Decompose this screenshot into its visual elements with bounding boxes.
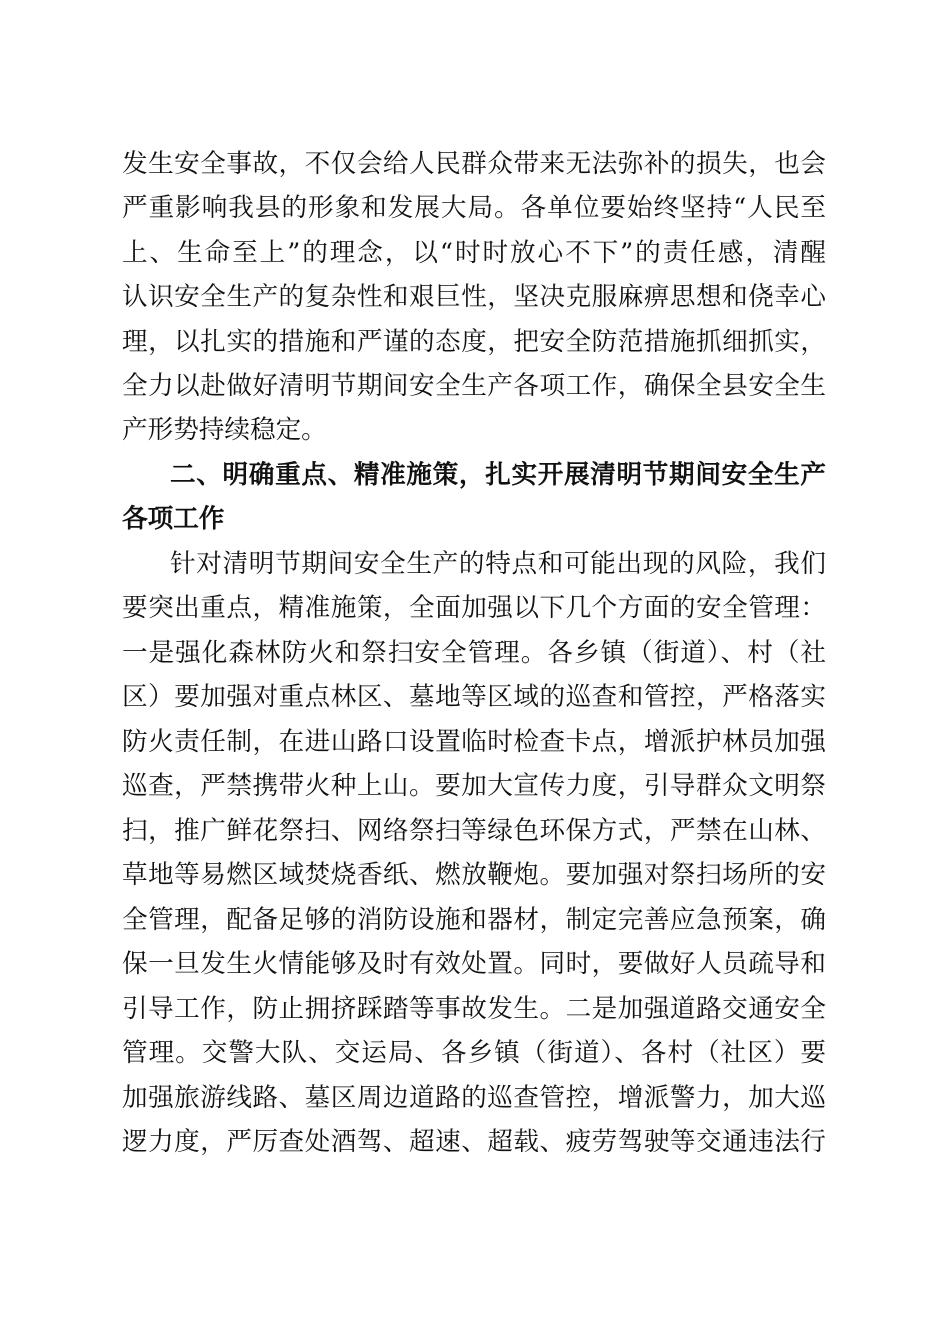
paragraph-line: 草地等易燃区域焚烧香纸、燃放鞭炮。要加强对祭扫场所的安: [122, 860, 826, 890]
paragraph-line: 针对清明节期间安全生产的特点和可能出现的风险，我们: [170, 549, 826, 579]
paragraph-line: 防火责任制，在进山路口设置临时检查卡点，增派护林员加强: [122, 727, 826, 757]
paragraph-line: 引导工作，防止拥挤踩踏等事故发生。二是加强道路交通安全: [122, 994, 826, 1024]
paragraph-line: 上、生命至上”的理念，以“时时放心不下”的责任感，清醒: [122, 238, 826, 268]
paragraph-line: 全力以赴做好清明节期间安全生产各项工作，确保全县安全生: [122, 371, 826, 401]
paragraph-line: 管理。交警大队、交运局、各乡镇（街道）、各村（社区）要: [122, 1038, 826, 1068]
paragraph-line: 巡查，严禁携带火种上山。要加大宣传力度，引导群众文明祭: [122, 771, 826, 801]
paragraph-line: 扫，推广鲜花祭扫、网络祭扫等绿色环保方式，严禁在山林、: [122, 816, 826, 846]
section-heading: 二、明确重点、精准施策，扎实开展清明节期间安全生产: [170, 460, 826, 490]
paragraph-line: 全管理，配备足够的消防设施和器材，制定完善应急预案，确: [122, 905, 826, 935]
paragraph-line: 区）要加强对重点林区、墓地等区域的巡查和管控，严格落实: [122, 682, 826, 712]
paragraph-line: 发生安全事故，不仅会给人民群众带来无法弥补的损失，也会: [122, 149, 826, 179]
paragraph-line: 严重影响我县的形象和发展大局。各单位要始终坚持“人民至: [122, 193, 826, 223]
paragraph-line: 逻力度，严厉查处酒驾、超速、超载、疲劳驾驶等交通违法行: [122, 1127, 826, 1157]
paragraph-line: 认识安全生产的复杂性和艰巨性，坚决克服麻痹思想和侥幸心: [122, 282, 826, 312]
paragraph-line: 一是强化森林防火和祭扫安全管理。各乡镇（街道）、村（社: [122, 638, 826, 668]
paragraph-line: 加强旅游线路、墓区周边道路的巡查管控，增派警力，加大巡: [122, 1083, 826, 1113]
section-heading: 各项工作: [122, 504, 225, 534]
paragraph-line: 保一旦发生火情能够及时有效处置。同时，要做好人员疏导和: [122, 949, 826, 979]
paragraph-line: 要突出重点，精准施策，全面加强以下几个方面的安全管理：: [122, 593, 826, 623]
paragraph-line: 产形势持续稳定。: [122, 415, 327, 445]
paragraph-line: 理，以扎实的措施和严谨的态度，把安全防范措施抓细抓实，: [122, 327, 826, 357]
